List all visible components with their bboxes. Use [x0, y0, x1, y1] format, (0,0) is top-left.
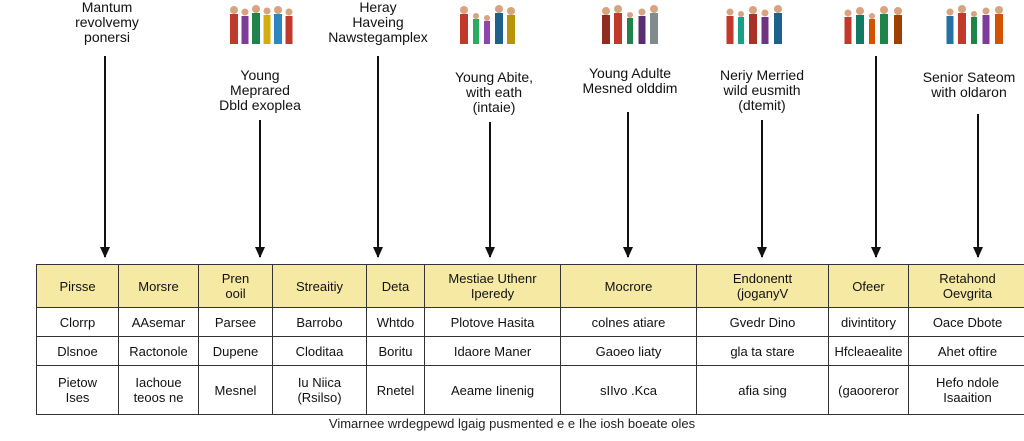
stage-label-1: Mantum revolvemy ponersi — [75, 0, 139, 45]
arrow-4-head — [485, 247, 495, 258]
table-cell: Whtdo — [367, 308, 425, 337]
stage-label-3: Young Meprared Dbld exoplea — [219, 67, 301, 113]
table-cell: Hfcleaealite — [829, 337, 909, 366]
arrow-6-head — [757, 247, 767, 258]
figure-caption: Vimarnee wrdegpewd lgaig pusmented e e Ihe iosh boeate oles — [328, 416, 696, 431]
column-header: Mestiae Uthenr Iperedy — [425, 265, 561, 308]
arrow-3-head — [373, 247, 383, 258]
stage-label-4: Young Abite, with eath (intaie) — [454, 69, 534, 115]
table-cell: gla ta stare — [697, 337, 829, 366]
column-header: Streaitiy — [273, 265, 367, 308]
table-cell: sIIvo .Kca — [561, 366, 697, 415]
table-header-row — [37, 265, 1024, 308]
stage-label-6: Neriy Merried wild eusmith (dtemit) — [719, 67, 804, 113]
column-header: Retahond Oevgrita — [909, 265, 1024, 308]
table-cell: (gaooreror — [829, 366, 909, 415]
table-cell: Cloditaa — [273, 337, 367, 366]
column-header: Ofeer — [829, 265, 909, 308]
table-cell: Idaore Maner — [425, 337, 561, 366]
table-cell: Clorrp — [37, 308, 119, 337]
table-cell: Gvedr Dino — [697, 308, 829, 337]
table-cell: AAsemar — [119, 308, 199, 337]
column-header: Deta — [367, 265, 425, 308]
table-row — [37, 308, 1024, 337]
table-cell: Aeame Iinenig — [425, 366, 561, 415]
table-cell: Ahet oftire — [909, 337, 1024, 366]
arrow-7-head — [871, 247, 881, 258]
column-header: Morsre — [119, 265, 199, 308]
table-cell: Barrobo — [273, 308, 367, 337]
table-cell: Pietow Ises — [37, 366, 119, 415]
stage-label-2: Heray Haveing Nawstegamplex — [328, 0, 428, 45]
stage-label-5: Young Adulte Mesned olddim — [582, 65, 678, 96]
arrow-2-head — [255, 247, 265, 258]
stages-table — [36, 264, 1024, 415]
table-cell: afia sing — [697, 366, 829, 415]
table-row — [37, 337, 1024, 366]
table-cell: Boritu — [367, 337, 425, 366]
table-cell: Mesnel — [199, 366, 273, 415]
table-cell: Ractonole — [119, 337, 199, 366]
table-cell: Iu Niica (Rsilso) — [273, 366, 367, 415]
table-cell: Oace Dbote — [909, 308, 1024, 337]
table-cell: Parsee — [199, 308, 273, 337]
table-cell: Hefo ndole Isaaition — [909, 366, 1024, 415]
table-cell: colnes atiare — [561, 308, 697, 337]
table-cell: Gaoeo liaty — [561, 337, 697, 366]
column-header: Endonentt (joganyV — [697, 265, 829, 308]
stage-label-7: Senior Sateom with oldaron — [922, 69, 1016, 100]
table-row — [37, 366, 1024, 415]
column-header: Pirsse — [37, 265, 119, 308]
arrow-1-head — [100, 247, 110, 258]
column-header: Pren ooil — [199, 265, 273, 308]
table-cell: Plotove Hasita — [425, 308, 561, 337]
arrow-8-head — [973, 247, 983, 258]
table-cell: Iachoue teoos ne — [119, 366, 199, 415]
table-cell: divintitory — [829, 308, 909, 337]
arrow-5-head — [623, 247, 633, 258]
column-header: Mocrore — [561, 265, 697, 308]
table-cell: Rnetel — [367, 366, 425, 415]
table-cell: Dupene — [199, 337, 273, 366]
table-cell: Dlsnoe — [37, 337, 119, 366]
